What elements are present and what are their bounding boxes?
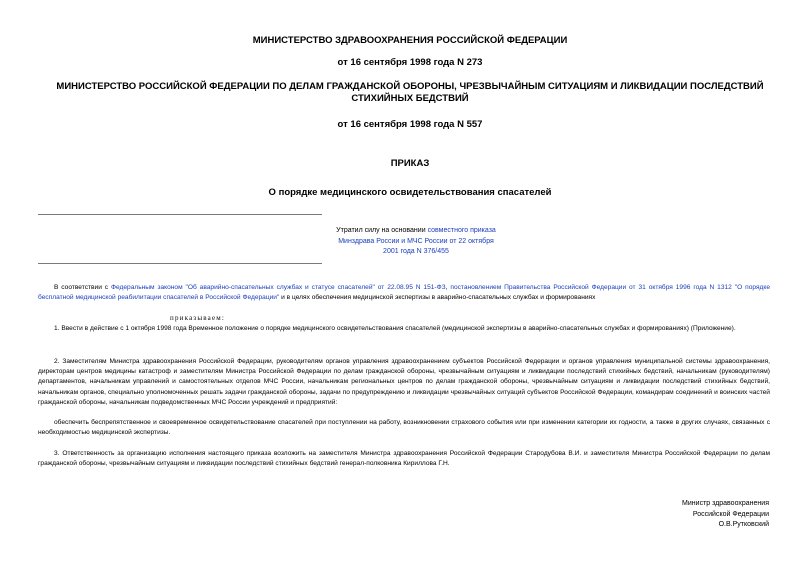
date-2: от 16 сентября 1998 года N 557 (337, 119, 483, 130)
paragraph-2: 2. Заместителям Министра здравоохранения Российской Федерации, руководителям органов управления здравоохранением субъектов Российской Федерации и органов управления муниципальной системы здравоохранения, директорам центров медицины катастроф и заместителям Министра Российской Федерации по делам гражданской обороны, чрезвычайным ситуациям и ликвидации последствий стихийных бедствий, начальникам (руководителям) департаментов, начальникам управлений и самостоятельных отделов МЧС России, начальникам региональных центров по делам гражданской обороны, чрезвычайным ситуациям и ликвидации последствий стихийных бедствий, начальникам органов, специально уполномоченных решать задачи гражданской обороны, задачи по предупреждению и ликвидации чрезвычайных ситуаций субъектов Российской Федерации, командирам соединений и воинских частей гражданской обороны, начальникам подведомственных МЧС России учреждений и предприятий: (38, 358, 770, 406)
signature-block (609, 499, 769, 531)
government-decree-link[interactable]: постановлением Правительства Российской Федерации от 31 октября 1996 года N 1312 "О порядке бесплатной медицинской реабилитации спасателей в Российской Федерации" (38, 284, 770, 302)
date-1: от 16 сентября 1998 года N 273 (337, 57, 483, 68)
ministry-emergency-heading: МИНИСТЕРСТВО РОССИЙСКОЙ ФЕДЕРАЦИИ ПО ДЕЛАМ ГРАЖДАНСКОЙ ОБОРОНЫ, ЧРЕЗВЫЧАЙНЫМ СИТУАЦИЯМ И ЛИКВИДАЦИИ ПОСЛЕДСТВИЙ СТИХИЙНЫХ БЕДСТВИЙ (56, 81, 764, 104)
divider-bottom (38, 263, 322, 264)
ministry-health-heading: МИНИСТЕРСТВО ЗДРАВООХРАНЕНИЯ РОССИЙСКОЙ ФЕДЕРАЦИИ (252, 35, 568, 46)
paragraph-3: 3. Ответственность за организацию исполнения настоящего приказа возложить на заместителя Министра здравоохранения Российской Федерации Стародубова В.И. и заместителя Министра Российской Федерации по делам гражданской обороны, чрезвычайным ситуациям и ликвидации последствий стихийных бедствий генерал-полковника Кириллова Г.Н. (38, 450, 770, 468)
paragraph-2b: обеспечить беспрепятственное и своевременное освидетельствование спасателей при поступлении на работу, возникновении страхового события или при изменении категории их годности, а также в других случаях, связанных с необходимостью медицинской экспертизы. (38, 419, 770, 437)
intro-paragraph (38, 283, 770, 303)
repeal-note (336, 226, 496, 258)
signature-name: О.В.Рутковский (718, 521, 769, 528)
paragraph-1: 1. Ввести в действие с 1 октября 1998 года Временное положение о порядке медицинского освидетельствования спасателей (медицинской экспертизы в аварийно-спасательных службах и формированиях) (Приложение). (54, 325, 736, 332)
divider-top (38, 214, 322, 215)
repeal-note-text: Утратил силу на основании (336, 227, 428, 234)
document-type: ПРИКАЗ (390, 158, 430, 169)
intro-prefix: В соответствии с (54, 284, 111, 291)
intro-mid: , (445, 284, 451, 291)
signature-country: Российской Федерации (692, 510, 769, 518)
signature-title: Министр здравоохранения (682, 500, 769, 507)
repeal-order-link[interactable]: совместного приказа Минздрава России и МЧС России от 22 октября 2001 года N 376/455 (338, 227, 496, 255)
federal-law-link[interactable]: Федеральным законом "Об аварийно-спасательных службах и статусе спасателей" от 22.08.95 N 151-ФЗ (110, 284, 446, 291)
order-word: приказываем: (170, 314, 226, 322)
intro-suffix: и в целях обеспечения медицинской экспертизы в аварийно-спасательных службах и формированиях (279, 294, 596, 302)
document-title: О порядке медицинского освидетельствования спасателей (268, 187, 552, 198)
